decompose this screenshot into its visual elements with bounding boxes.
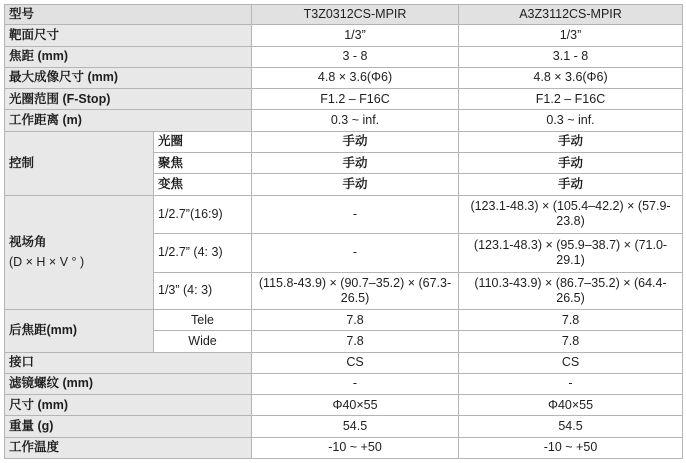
fov-label xyxy=(5,195,154,309)
row-value: 4.8 × 3.6(Φ6) xyxy=(459,67,683,88)
row-value: 54.5 xyxy=(459,416,683,437)
control-value: 手动 xyxy=(459,174,683,195)
fov-format: 1/2.7”(16:9) xyxy=(154,195,252,234)
row-value: 0.3 ~ inf. xyxy=(459,110,683,131)
spec-row xyxy=(5,25,683,46)
row-value: -10 ~ +50 xyxy=(459,437,683,458)
fov-row xyxy=(5,195,683,234)
row-value: F1.2 – F16C xyxy=(252,89,459,110)
control-sub-label: 聚焦 xyxy=(154,152,252,173)
spec-row xyxy=(5,67,683,88)
back-focal-value: 7.8 xyxy=(459,331,683,352)
model-name: A3Z3112CS-MPIR xyxy=(459,5,683,25)
model-name: T3Z0312CS-MPIR xyxy=(252,5,459,25)
fov-value: - xyxy=(252,195,459,234)
row-label: 重量 (g) xyxy=(5,416,252,437)
control-value: 手动 xyxy=(252,174,459,195)
spec-row xyxy=(5,437,683,458)
fov-value: (110.3-43.9) × (86.7–35.2) × (64.4-26.5) xyxy=(459,272,683,309)
row-value: 3 - 8 xyxy=(252,46,459,67)
spec-row xyxy=(5,373,683,394)
back-focal-value: 7.8 xyxy=(252,331,459,352)
row-value: CS xyxy=(252,352,459,373)
row-value: - xyxy=(252,373,459,394)
fov-value: - xyxy=(252,234,459,273)
row-label: 工作温度 xyxy=(5,437,252,458)
control-value: 手动 xyxy=(252,131,459,152)
fov-format: 1/2.7” (4: 3) xyxy=(154,234,252,273)
row-value: 1/3” xyxy=(459,25,683,46)
back-focal-label: 后焦距(mm) xyxy=(5,310,154,353)
back-focal-value: 7.8 xyxy=(459,310,683,331)
row-label: 靶面尺寸 xyxy=(5,25,252,46)
control-row xyxy=(5,131,683,152)
row-value: - xyxy=(459,373,683,394)
row-value: Φ40×55 xyxy=(459,395,683,416)
row-value: 0.3 ~ inf. xyxy=(252,110,459,131)
spec-row xyxy=(5,416,683,437)
row-label: 焦距 (mm) xyxy=(5,46,252,67)
row-value: 4.8 × 3.6(Φ6) xyxy=(252,67,459,88)
spec-row xyxy=(5,110,683,131)
back-focal-value: 7.8 xyxy=(252,310,459,331)
fov-value: (123.1-48.3) × (105.4–42.2) × (57.9-23.8) xyxy=(459,195,683,234)
control-value: 手动 xyxy=(459,131,683,152)
control-sub-label: 光圈 xyxy=(154,131,252,152)
fov-value: (123.1-48.3) × (95.9–38.7) × (71.0-29.1) xyxy=(459,234,683,273)
row-value: F1.2 – F16C xyxy=(459,89,683,110)
spec-row xyxy=(5,395,683,416)
row-label: 光圈范围 (F-Stop) xyxy=(5,89,252,110)
fov-format: 1/3” (4: 3) xyxy=(154,272,252,309)
row-value: CS xyxy=(459,352,683,373)
back-focal-row xyxy=(5,310,683,331)
spec-row xyxy=(5,46,683,67)
row-label: 滤镜螺纹 (mm) xyxy=(5,373,252,394)
row-value: -10 ~ +50 xyxy=(252,437,459,458)
spec-row xyxy=(5,352,683,373)
model-header-label: 型号 xyxy=(5,5,252,25)
back-focal-sub-label: Tele xyxy=(154,310,252,331)
spec-table xyxy=(4,4,683,459)
row-label: 接口 xyxy=(5,352,252,373)
control-value: 手动 xyxy=(252,152,459,173)
control-value: 手动 xyxy=(459,152,683,173)
control-label: 控制 xyxy=(5,131,154,195)
row-value: Φ40×55 xyxy=(252,395,459,416)
row-value: 3.1 - 8 xyxy=(459,46,683,67)
row-value: 1/3” xyxy=(252,25,459,46)
fov-value: (115.8-43.9) × (90.7–35.2) × (67.3-26.5) xyxy=(252,272,459,309)
row-label: 最大成像尺寸 (mm) xyxy=(5,67,252,88)
header-row xyxy=(5,5,683,25)
row-value: 54.5 xyxy=(252,416,459,437)
row-label: 尺寸 (mm) xyxy=(5,395,252,416)
spec-row xyxy=(5,89,683,110)
fov-label-formula: (D × H × V ° ) xyxy=(9,254,85,269)
fov-label-title: 视场角 xyxy=(9,234,47,249)
row-label: 工作距离 (m) xyxy=(5,110,252,131)
control-sub-label: 变焦 xyxy=(154,174,252,195)
back-focal-sub-label: Wide xyxy=(154,331,252,352)
